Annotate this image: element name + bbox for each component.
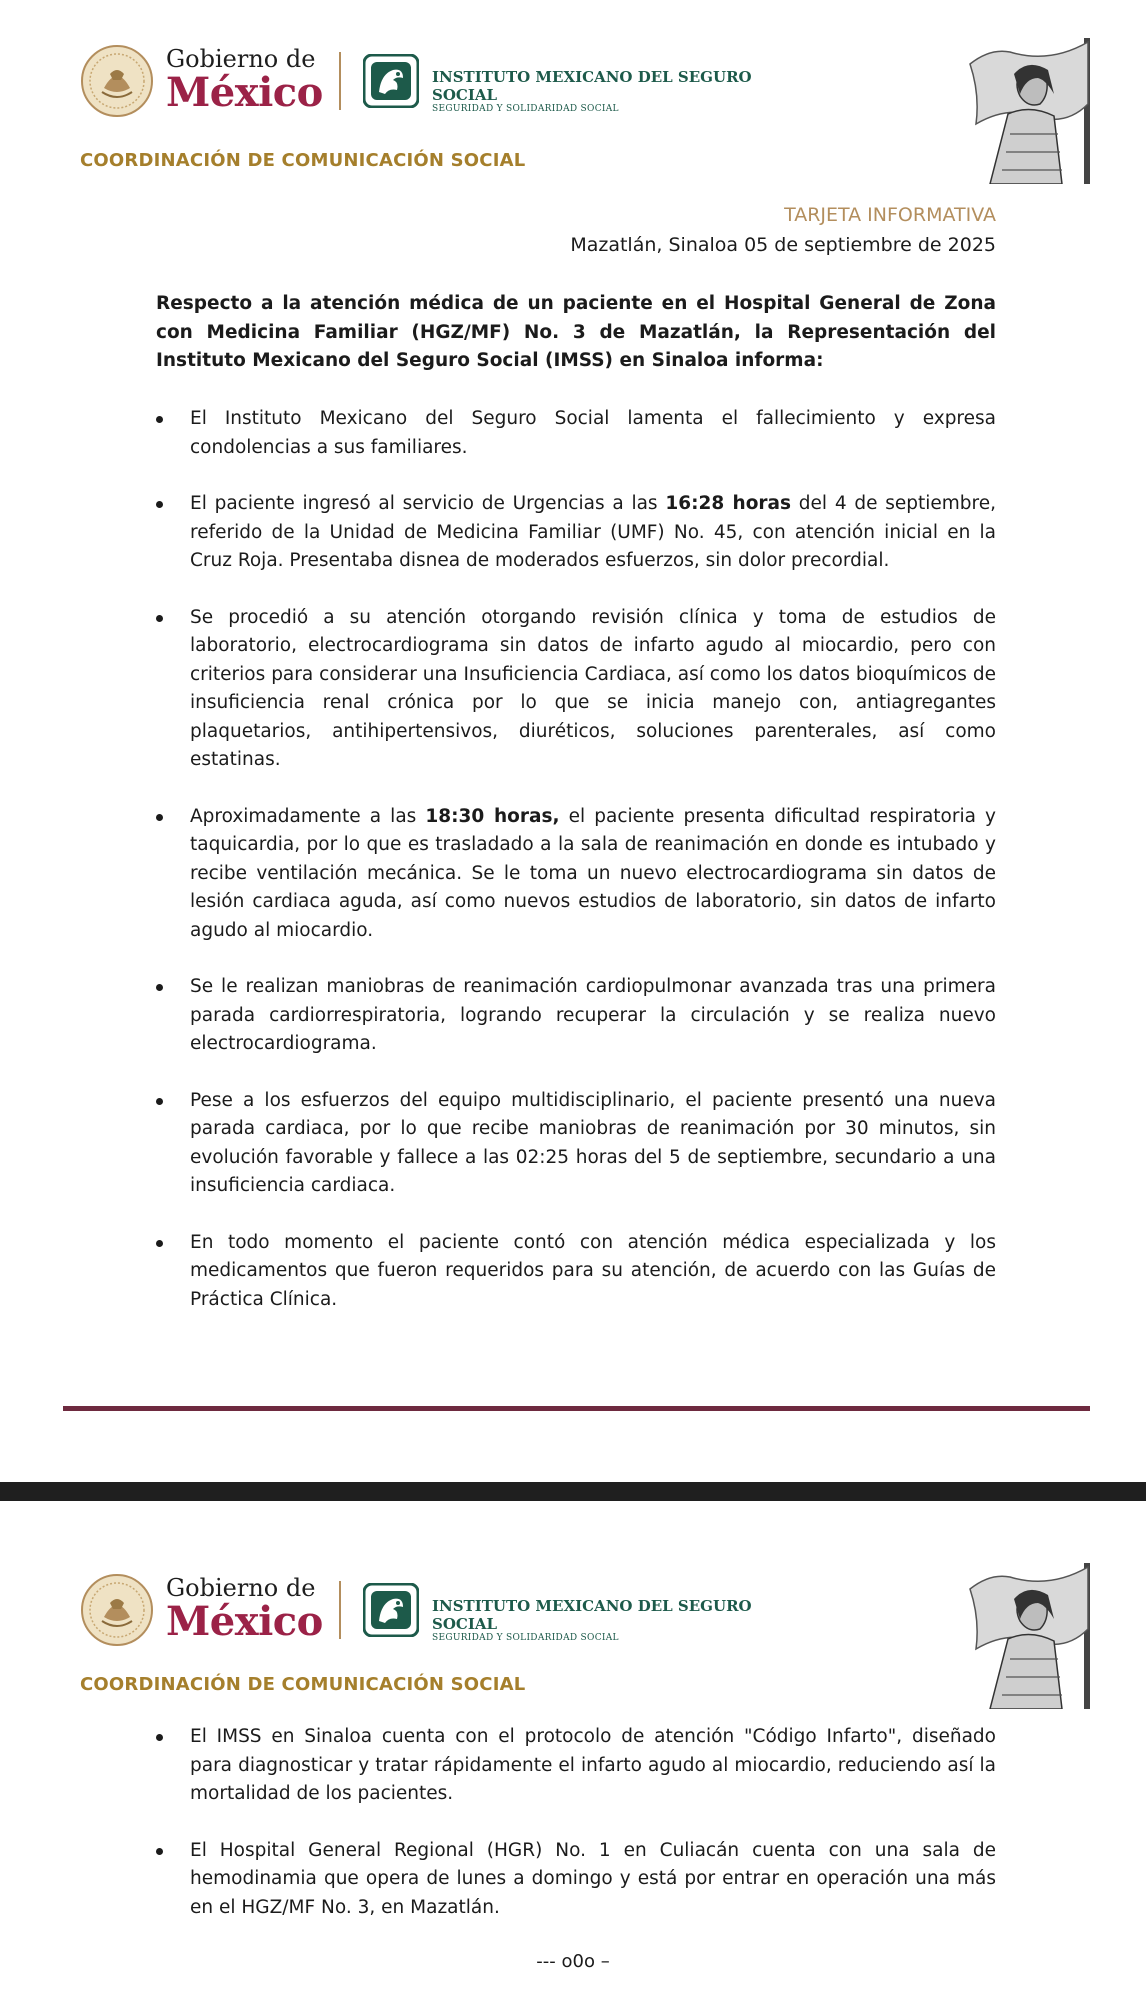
bullet-dot (156, 501, 163, 508)
statement-list-continued (156, 1723, 996, 1950)
bullet-item (156, 490, 996, 576)
bullet-item (156, 405, 996, 462)
bullet-item (156, 604, 996, 775)
imss-name: INSTITUTO MEXICANO DEL SEGURO SOCIAL (432, 68, 752, 104)
bullet-text: En todo momento el paciente contó con atención médica especializada y los medicamentos que fueron requeridos para su atención, de acuerdo con las Guías de Práctica Clínica. (190, 1231, 996, 1310)
statement-list (156, 405, 996, 1342)
imss-tagline: SEGURIDAD Y SOLIDARIDAD SOCIAL (432, 1633, 619, 1643)
escudo-nacional-icon (80, 1573, 154, 1647)
bullet-item (156, 1837, 996, 1923)
imss-tagline: SEGURIDAD Y SOLIDARIDAD SOCIAL (432, 104, 619, 114)
intro-paragraph: Respecto a la atención médica de un paciente en el Hospital General de Zona con Medicina Familiar (HGZ/MF) No. 3 de Mazatlán, la Representación del Instituto Mexicano del Seguro Social (IMSS) en Sinaloa informa: (156, 293, 996, 371)
logo-separator (339, 52, 341, 110)
gob-top-text: Gobierno de (166, 1574, 316, 1602)
document-type-label: TARJETA INFORMATIVA (784, 204, 996, 226)
bullet-dot (156, 416, 163, 423)
bullet-text: El Hospital General Regional (HGR) No. 1 en Culiacán cuenta con una sala de hemodinamia que opera de lunes a domingo y está por entrar en operación una más en el HGZ/MF No. 3, en Mazatlán. (190, 1839, 996, 1918)
bullet-dot (156, 1734, 163, 1741)
bullet-item (156, 1229, 996, 1315)
imss-eagle-icon (363, 1583, 419, 1637)
escudo-nacional-icon (80, 44, 154, 118)
woman-with-flag-illustration (950, 1559, 1110, 1709)
logo-separator (339, 1581, 341, 1639)
bullet-text: del 4 de septiembre, referido de la Unidad de Medicina Familiar (UMF) No. 45, con atención inicial en la Cruz Roja. Presentaba disnea de moderados esfuerzos, sin dolor precordial. (190, 493, 997, 571)
bullet-text: Aproximadamente a las (190, 805, 426, 827)
bullet-text: Se le realizan maniobras de reanimación cardiopulmonar avanzada tras una primera parada cardiorrespiratoria, logrando recuperar la circulación y se realiza nuevo electrocardiograma. (190, 976, 996, 1054)
gob-bottom-text: México (166, 1598, 323, 1645)
gob-bottom-text: México (166, 69, 323, 116)
bullet-dot (156, 1848, 163, 1855)
imss-eagle-icon (363, 54, 419, 108)
bullet-dot (156, 814, 163, 821)
bullet-dot (156, 1240, 163, 1247)
bullet-item (156, 803, 996, 946)
bullet-text: Pese a los esfuerzos del equipo multidisciplinario, el paciente presentó una nueva parada cardiaca, por lo que recibe maniobras de reanimación por 30 minutos, sin evolución favorable y fallece a las 02:25 horas del 5 de septiembre, secundario a una insuficiencia cardiaca. (190, 1089, 996, 1196)
gobierno-de-mexico-logo (166, 46, 326, 114)
bullet-dot (156, 1098, 163, 1105)
bullet-dot (156, 984, 163, 991)
coordination-heading: COORDINACIÓN DE COMUNICACIÓN SOCIAL (80, 150, 526, 171)
woman-with-flag-illustration (950, 34, 1110, 184)
bullet-text: El IMSS en Sinaloa cuenta con el protocolo de atención "Código Infarto", diseñado para diagnosticar y tratar rápidamente el infarto agudo al miocardio, reduciendo así la mortalidad de los pacientes. (190, 1726, 996, 1804)
footer-rule (63, 1406, 1090, 1411)
bullet-dot (156, 615, 163, 622)
imss-wordmark (432, 68, 812, 115)
bullet-emphasis: 18:30 horas, (425, 805, 560, 827)
bullet-item (156, 1723, 996, 1809)
closing-mark: --- o0o – (536, 1951, 610, 1972)
imss-name: INSTITUTO MEXICANO DEL SEGURO SOCIAL (432, 1597, 752, 1633)
gobierno-de-mexico-logo (166, 1575, 326, 1643)
bullet-text: El Instituto Mexicano del Seguro Social lamenta el fallecimiento y expresa condolencias a sus familiares. (190, 408, 996, 458)
bullet-text: El paciente ingresó al servicio de Urgencias a las (190, 493, 666, 514)
gob-top-text: Gobierno de (166, 45, 316, 73)
bullet-emphasis: 16:28 horas (665, 493, 792, 514)
bullet-item (156, 973, 996, 1059)
imss-wordmark (432, 1597, 812, 1644)
bullet-text: el paciente presenta dificultad respiratoria y taquicardia, por lo que es trasladado a la sala de reanimación en donde es intubado y recibe ventilación mecánica. Se le toma un nuevo electrocardiograma sin datos de lesión cardiaca aguda, así como nuevos estudios de laboratorio, sin datos de infarto agudo al miocardio. (190, 805, 997, 941)
bullet-item (156, 1087, 996, 1201)
coordination-heading: COORDINACIÓN DE COMUNICACIÓN SOCIAL (80, 1674, 526, 1695)
bullet-text: Se procedió a su atención otorgando revisión clínica y toma de estudios de laboratorio, electrocardiograma sin datos de infarto agudo al miocardio, pero con criterios para considerar una Insuficiencia Cardiaca, así como los datos bioquímicos de insuficiencia renal crónica por lo que se inicia manejo con, antiagregantes plaquetarios, antihipertensivos, diuréticos, soluciones parenterales, así como estatinas. (190, 606, 996, 770)
document-page-2 (0, 1501, 1146, 1991)
page-divider (0, 1482, 1146, 1501)
place-date: Mazatlán, Sinaloa 05 de septiembre de 2025 (570, 234, 996, 256)
